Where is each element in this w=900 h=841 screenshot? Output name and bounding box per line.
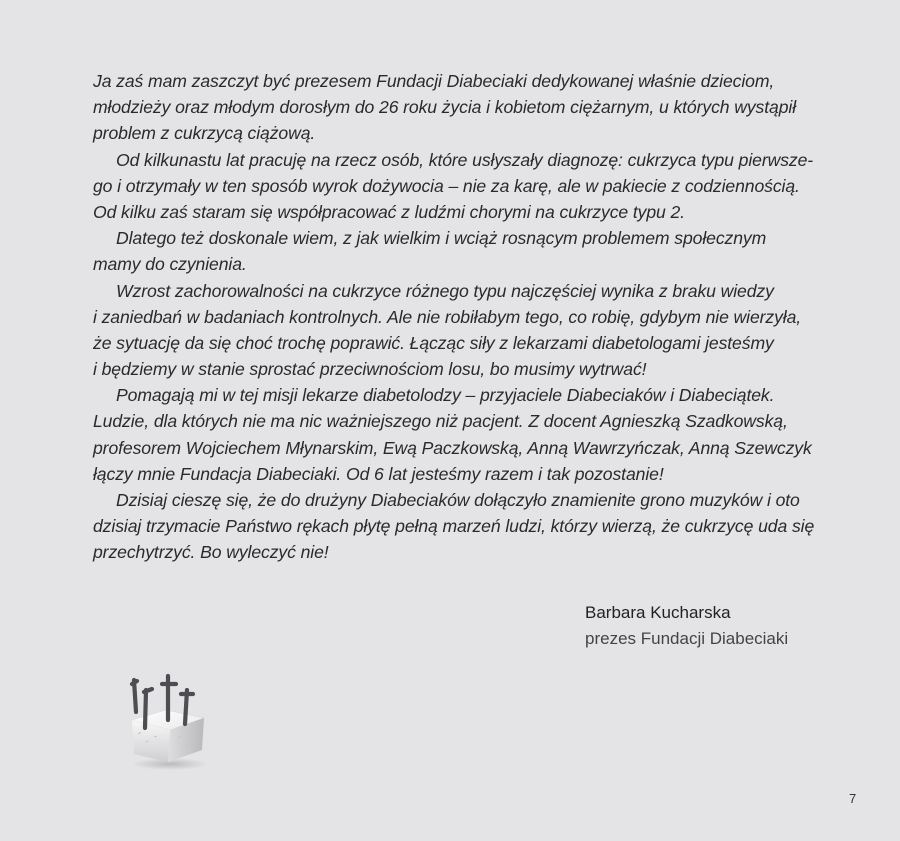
- signature-block: [585, 600, 788, 652]
- signature-role: prezes Fundacji Diabeciaki: [585, 629, 789, 648]
- letter-line: Dzisiaj cieszę się, że do drużyny Diabeciaków dołączyło znamienite grono muzyków i oto: [116, 490, 800, 510]
- letter-line: przechytrzyć. Bo wyleczyć nie!: [93, 542, 329, 563]
- letter-line: i zaniedbań w badaniach kontrolnych. Ale nie robiłabym tego, co robię, gdybym nie wierzyła,: [93, 306, 802, 327]
- letter-line: młodzieży oraz młodym dorosłym do 26 roku życia i kobietom ciężarnym, u których wystąpił: [93, 97, 797, 118]
- letter-line: mamy do czynienia.: [93, 254, 247, 275]
- letter-line: Ja zaś mam zaszczyt być prezesem Fundacji Diabeciaki dedykowanej właśnie dzieciom,: [93, 71, 775, 91]
- letter-body: [93, 68, 853, 566]
- letter-line: Dlatego też doskonale wiem, z jak wielkim i wciąż rosnącym problemem społecznym: [116, 228, 767, 249]
- letter-line: Od kilku zaś staram się współpracować z ludźmi chorymi na cukrzyce typu 2.: [93, 201, 685, 222]
- letter-line: że sytuację da się choć trochę poprawić. Łącząc siły z lekarzami diabetologami jesteśmy: [93, 332, 774, 353]
- letter-line: Pomagają mi w tej misji lekarze diabetolodzy – przyjaciele Diabeciaków i Diabeciątek.: [116, 385, 775, 406]
- letter-line: Wzrost zachorowalności na cukrzyce różnego typu najczęściej wynika z braku wiedzy: [116, 280, 774, 301]
- letter-line: łączy mnie Fundacja Diabeciaki. Od 6 lat jesteśmy razem i tak pozostanie!: [93, 463, 664, 484]
- letter-line: go i otrzymały w ten sposób wyrok dożywocia – nie za karę, ale w pakiecie z codziennością.: [93, 175, 800, 196]
- letter-line: dzisiaj trzymacie Państwo rękach płytę pełną marzeń ludzi, którzy wierzą, że cukrzycę uda się: [93, 516, 815, 537]
- sugar-cube-icon: [124, 672, 214, 772]
- letter-line: i będziemy w stanie sprostać przeciwnościom losu, bo musimy wytrwać!: [93, 359, 647, 380]
- letter-line: Ludzie, dla których nie ma nic ważniejszego niż pacjent. Z docent Agnieszką Szadkowską,: [93, 411, 788, 432]
- letter-line: profesorem Wojciechem Młynarskim, Ewą Paczkowską, Anną Wawrzyńczak, Anną Szewczyk: [93, 437, 812, 458]
- signature-name: Barbara Kucharska: [585, 603, 731, 622]
- page-number: 7: [849, 791, 857, 806]
- letter-line: problem z cukrzycą ciążową.: [93, 123, 316, 144]
- letter-line: Od kilkunastu lat pracuję na rzecz osób, które usłyszały diagnozę: cukrzyca typu pierwsze-: [116, 149, 814, 170]
